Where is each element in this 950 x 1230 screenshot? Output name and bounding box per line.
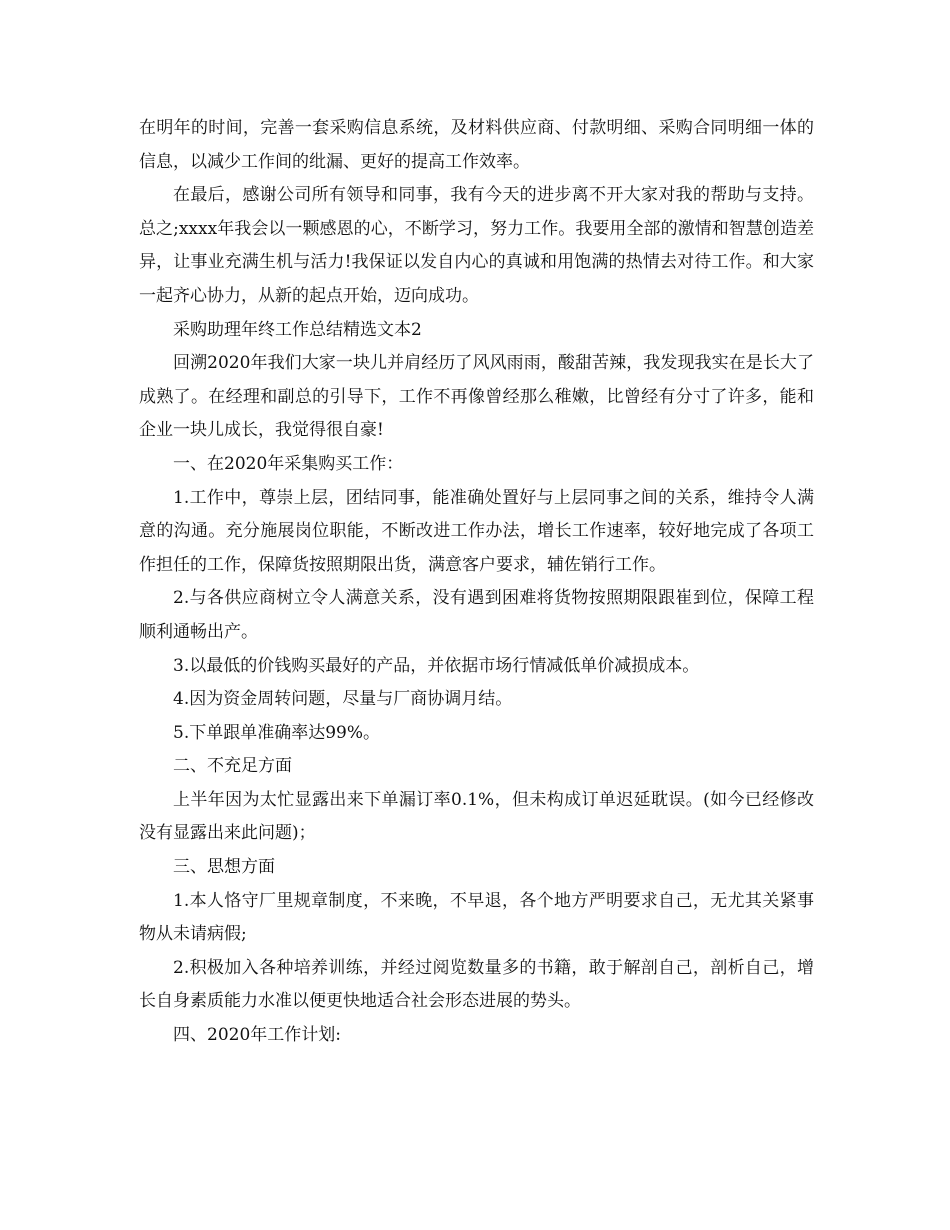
section-title: 采购助理年终工作总结精选文本2	[173, 319, 422, 340]
thinking-item-1: 1.本人恪守厂里规章制度，不来晚，不早退，各个地方严明要求自己，无尤其关紧事物从未请病假;	[139, 890, 814, 945]
paragraph-3: 回溯2020年我们大家一块儿并肩经历了风风雨雨，酸甜苦辣，我发现我实在是长大了成熟了。在经理和副总的引导下，工作不再像曾经那么稚嫩，比曾经有分寸了许多，能和企业一块儿成长，我觉得很自豪!	[139, 353, 814, 441]
list-item-3: 3.以最低的价钱购买最好的产品，并依据市场行情减低单价减损成本。	[173, 655, 700, 676]
heading-purchasing-work: 一、在2020年采集购买工作：	[173, 453, 404, 474]
list-item-1: 1.工作中，尊崇上层，团结同事，能准确处置好与上层同事之间的关系，维持令人满意的沟通。充分施展岗位职能，不断改进工作办法，增长工作速率，较好地完成了各项工作担任的工作，保障货按照期限出货，满意客户要求，辅佐销行工作。	[139, 487, 814, 575]
list-item-5: 5.下单跟单准确率达99%。	[173, 722, 381, 743]
paragraph-1: 在明年的时间，完善一套采购信息系统，及材料供应商、付款明细、采购合同明细一体的信息，以减少工作间的纰漏、更好的提高工作效率。	[139, 118, 814, 172]
paragraph-2: 在最后，感谢公司所有领导和同事，我有今天的进步离不开大家对我的帮助与支持。总之;xxxx年我会以一颗感恩的心，不断学习，努力工作。我要用全部的激情和智慧创造差异，让事业充满生机与活力!我保证以发自内心的真诚和用饱满的热情去对待工作。和大家一起齐心协力，从新的起点开始，迈向成功。	[139, 185, 814, 306]
thinking-item-2: 2.积极加入各种培养训练，并经过阅览数量多的书籍，敢于解剖自己，剖析自己，增长自身素质能力水准以便更快地适合社会形态进展的势头。	[139, 957, 814, 1012]
document-page	[139, 112, 814, 1053]
heading-shortcomings: 二、不充足方面	[173, 756, 292, 777]
paragraph-shortcomings: 上半年因为太忙显露出来下单漏订率0.1%，但未构成订单迟延耽误。(如今已经修改没有显露出来此问题)；	[139, 789, 814, 844]
heading-work-plan: 四、2020年工作计划:	[173, 1025, 341, 1046]
list-item-2: 2.与各供应商树立令人满意关系，没有遇到困难将货物按照期限跟崔到位，保障工程顺利通畅出产。	[139, 588, 814, 642]
heading-thinking: 三、思想方面	[173, 857, 275, 878]
list-item-4: 4.因为资金周转问题，尽量与厂商协调月结。	[173, 689, 513, 710]
